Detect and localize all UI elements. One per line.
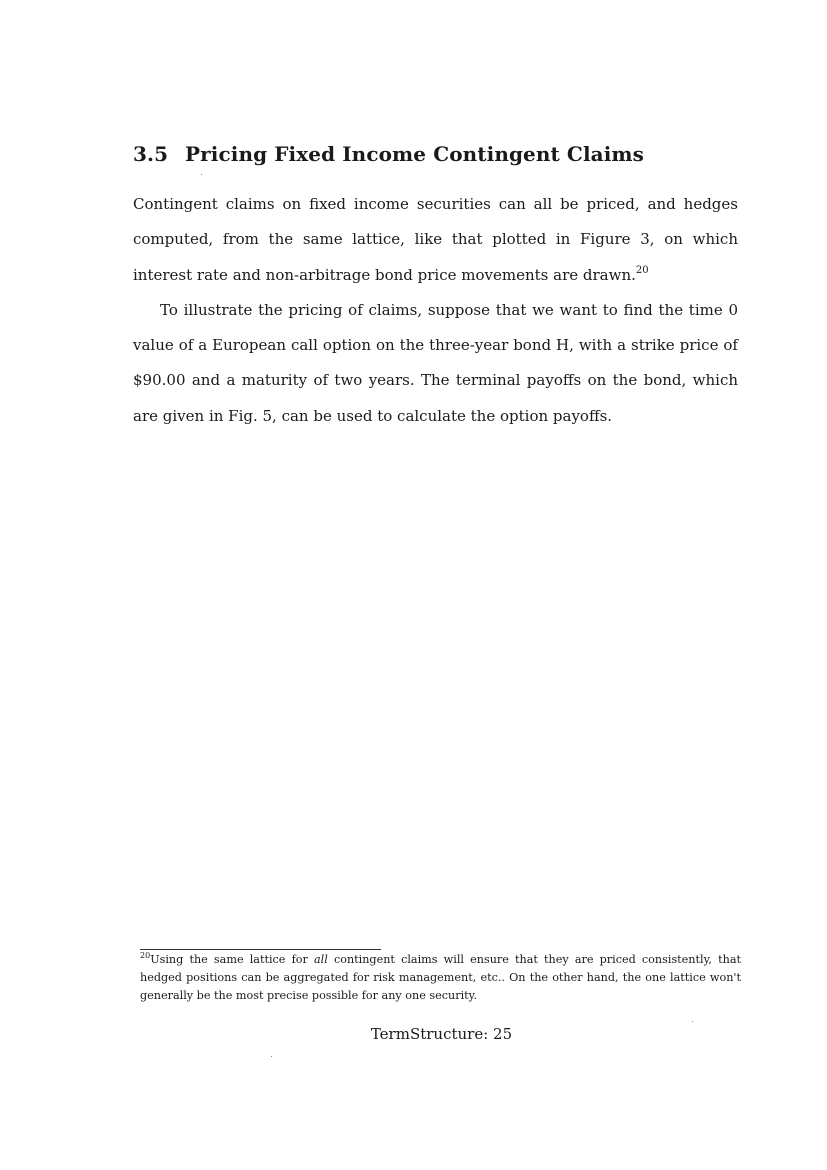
- body-text: [133, 187, 738, 434]
- paragraph-1: [133, 187, 738, 293]
- footnote-text-before: Using the same lattice for: [150, 953, 314, 966]
- footnote-reference: 20: [635, 264, 649, 276]
- page-footer: TermStructure: 25: [370, 1025, 513, 1043]
- footnote-emphasis: all: [313, 953, 328, 966]
- footnote: [140, 951, 741, 1006]
- footnote-mark: 20: [140, 951, 151, 960]
- footnote-rule: [140, 949, 381, 950]
- paragraph-2: [133, 293, 738, 434]
- scan-speck: [201, 174, 202, 175]
- footnote-text-after: contingent claims will ensure that they are priced consistently, that hedged positions can be aggregated for risk management, etc.. On the other hand, the one lattice won't generally be the most precise possible for any one security.: [140, 953, 741, 1003]
- paragraph-2-text: To illustrate the pricing of claims, suppose that we want to find the time 0 value of a European call option on the three-year bond H, with a strike price of $90.00 and a maturity of two years. The terminal payoffs on the bond, which are given in Fig. 5, can be used to calculate the option payoffs.: [133, 300, 738, 425]
- section-heading: [133, 142, 753, 166]
- section-number: 3.5: [133, 142, 169, 166]
- paragraph-1-text: Contingent claims on fixed income securities can all be priced, and hedges computed, from the same lattice, like that plotted in Figure 3, on which interest rate and non-arbitrage bond price movements are drawn.: [133, 195, 738, 284]
- section-title: Pricing Fixed Income Contingent Claims: [185, 142, 645, 166]
- scan-speck: [692, 1021, 693, 1022]
- scan-speck: [271, 1056, 272, 1057]
